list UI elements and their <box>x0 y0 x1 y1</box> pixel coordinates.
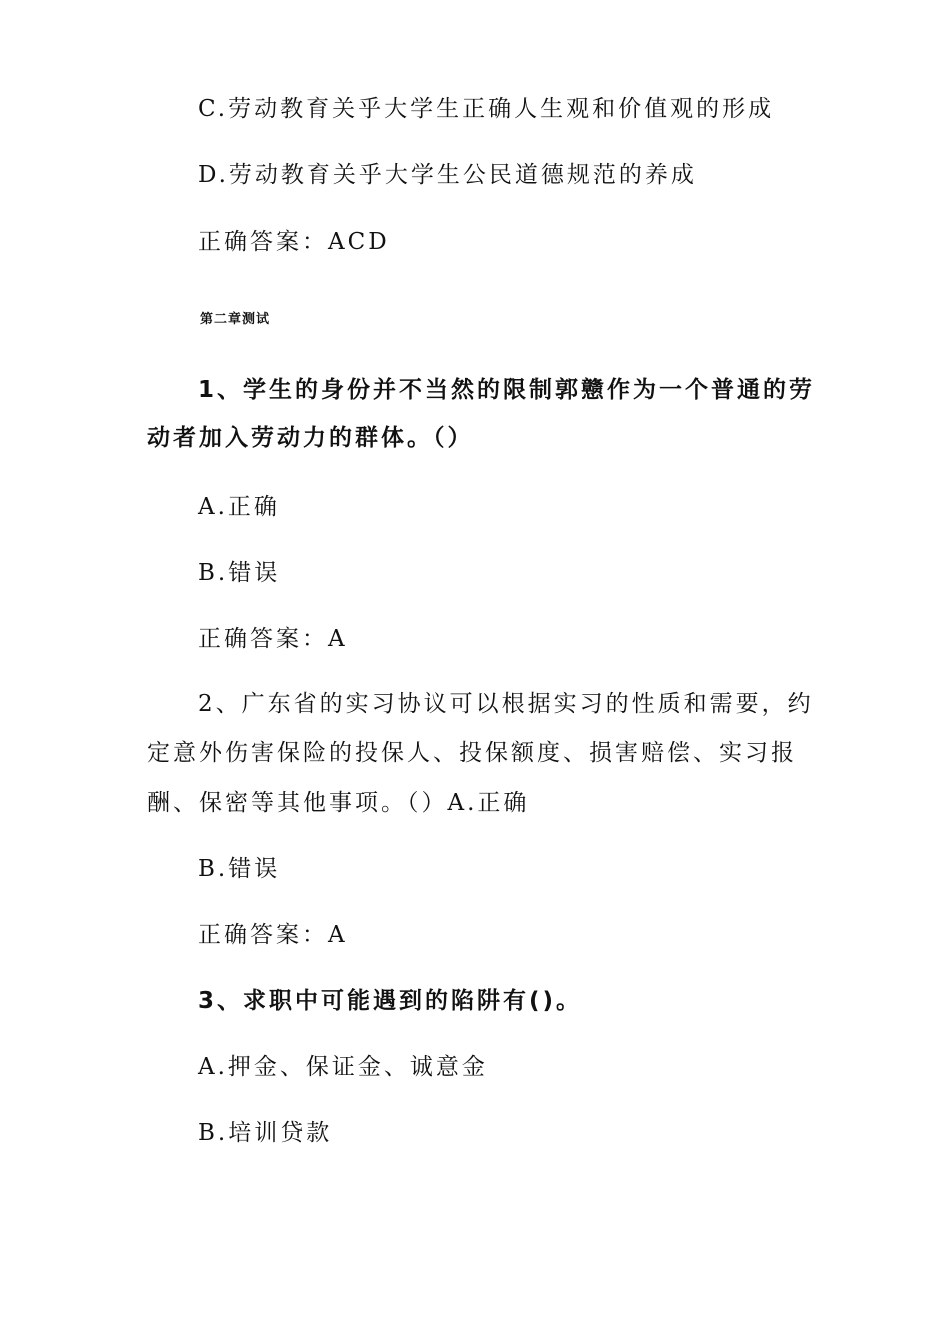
question-1-answer: 正确答案：A <box>198 626 348 652</box>
question-3-option-b: B.培训贷款 <box>198 1120 333 1146</box>
chapter-heading: 第二章测试 <box>200 312 271 327</box>
option-c-text: C.劳动教育关乎大学生正确人生观和价值观的形成 <box>198 96 775 122</box>
answer-text: 正确答案：ACD <box>198 229 390 255</box>
question-2-line-1: 2、广东省的实习协议可以根据实习的性质和需要，约 <box>198 691 814 717</box>
question-1-option-a: A.正确 <box>198 494 280 520</box>
question-2-answer: 正确答案：A <box>198 922 348 948</box>
question-2-line-2: 定意外伤害保险的投保人、投保额度、损害赔偿、实习报 <box>147 740 797 766</box>
question-3-line-1: 3、求职中可能遇到的陷阱有()。 <box>198 988 583 1014</box>
option-d-text: D.劳动教育关乎大学生公民道德规范的养成 <box>198 162 697 188</box>
question-2-line-3: 酬、保密等其他事项。（）A.正确 <box>147 790 530 816</box>
question-1-line-2: 动者加入劳动力的群体。（） <box>147 425 474 451</box>
question-3-option-a: A.押金、保证金、诚意金 <box>198 1054 488 1080</box>
question-1-option-b: B.错误 <box>198 560 281 586</box>
question-1-line-1: 1、学生的身份并不当然的限制郭戆作为一个普通的劳 <box>198 377 816 403</box>
question-2-option-b: B.错误 <box>198 856 281 882</box>
